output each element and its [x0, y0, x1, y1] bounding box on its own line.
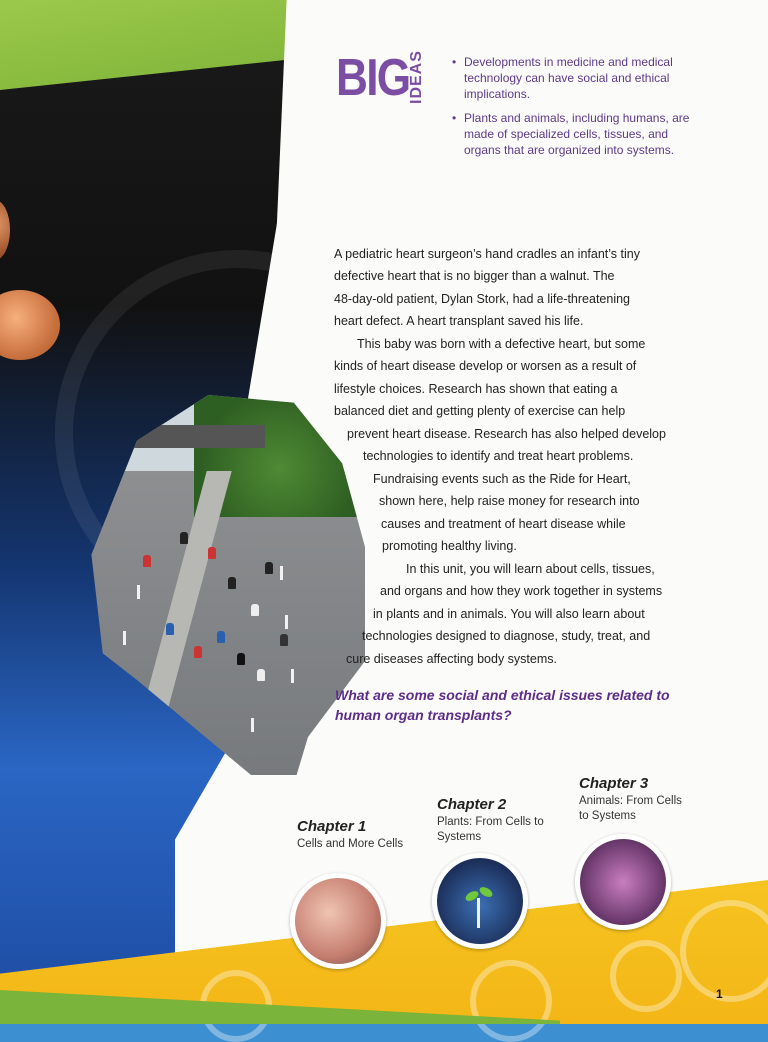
big-idea-item: • Developments in medicine and medical technology can have social and ethical implications. — [452, 54, 692, 102]
chapter-2[interactable] — [437, 795, 547, 845]
big-ideas-logo — [336, 50, 436, 110]
page-number: 1 — [716, 987, 723, 1001]
big-ideas-big: BIG — [336, 49, 410, 107]
big-idea-item: • Plants and animals, including humans, are made of specialized cells, tissues, and organs that are organized into systems. — [452, 110, 692, 158]
decorative-circle — [470, 960, 552, 1042]
body-line: and organs and how they work together in systems — [380, 584, 663, 598]
body-line: in plants and in animals. You will also learn about — [373, 607, 645, 621]
decorative-circle — [610, 940, 682, 1012]
body-line: lifestyle choices. Research has shown that eating a — [334, 382, 618, 396]
body-line: technologies to identify and treat heart problems. — [363, 449, 634, 463]
body-line: This baby was born with a defective heart, but some — [357, 337, 646, 351]
chapter-1-subtitle: Cells and More Cells — [297, 838, 404, 850]
body-line: defective heart that is no bigger than a walnut. The — [334, 269, 615, 283]
body-line: prevent heart disease. Research has also helped develop — [347, 427, 666, 441]
body-line: promoting healthy living. — [382, 539, 517, 553]
chapter-2-title: Chapter 2 — [437, 796, 507, 813]
body-line: A pediatric heart surgeon’s hand cradles an infant’s tiny — [334, 247, 640, 261]
organ-photo[interactable] — [575, 834, 671, 930]
body-line: technologies designed to diagnose, study, treat, and — [362, 629, 651, 643]
big-ideas-list — [452, 54, 692, 166]
piglets-photo[interactable] — [290, 873, 386, 969]
big-ideas-ideas: IDEAS — [408, 50, 425, 104]
chapter-3-subtitle: Animals: From Cells to Systems — [579, 795, 682, 822]
body-line: shown here, help raise money for research into — [379, 494, 640, 508]
body-line: balanced diet and getting plenty of exercise can help — [334, 404, 626, 418]
body-line: In this unit, you will learn about cells, tissues, — [406, 562, 655, 576]
chapter-3-title: Chapter 3 — [579, 775, 649, 792]
unit-question: What are some social and ethical issues related to human organ transplants? — [335, 687, 670, 723]
chapter-1[interactable] — [297, 817, 407, 852]
body-line: cure diseases affecting body systems. — [346, 652, 557, 666]
body-line: 48-day-old patient, Dylan Stork, had a life-threatening — [334, 292, 631, 306]
chapter-1-title: Chapter 1 — [297, 818, 367, 835]
body-line: kinds of heart disease develop or worsen as a result of — [334, 359, 637, 373]
chapter-3[interactable] — [579, 774, 689, 824]
body-line: causes and treatment of heart disease while — [381, 517, 626, 531]
body-line: Fundraising events such as the Ride for Heart, — [373, 472, 631, 486]
body-line: heart defect. A heart transplant saved his life. — [334, 314, 584, 328]
seedling-photo[interactable] — [432, 853, 528, 949]
chapter-2-subtitle: Plants: From Cells to Systems — [437, 816, 544, 843]
